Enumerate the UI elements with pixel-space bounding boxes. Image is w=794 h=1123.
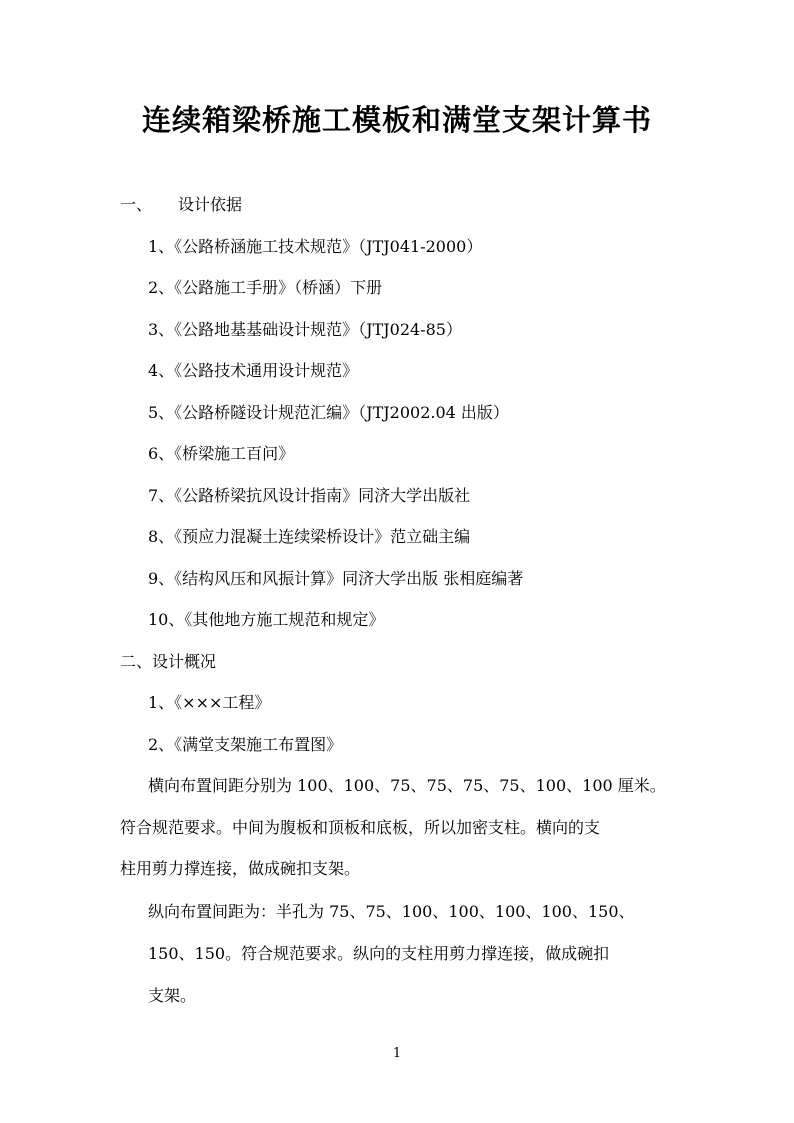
reference-item-9: 9、《结构风压和风振计算》同济大学出版 张相庭编著 [148, 569, 524, 588]
page-number: 1 [392, 1046, 402, 1061]
reference-item-7: 7、《公路桥梁抗风设计指南》同济大学出版社 [148, 486, 471, 505]
section-title: 设计依据 [178, 195, 243, 214]
reference-item-3: 3、《公路地基基础设计规范》（JTJ024-85） [148, 320, 462, 339]
paragraph-line: 符合规范要求。中间为腹板和顶板和底板，所以加密支柱。横向的支 [120, 818, 601, 837]
reference-item-2: 2、《公路施工手册》（桥涵）下册 [148, 278, 383, 297]
overview-item-1: 1、《×××工程》 [148, 693, 271, 712]
paragraph-line: 150、150。符合规范要求。纵向的支柱用剪力撑连接，做成碗扣 [148, 944, 610, 963]
overview-item-2: 2、《满堂支架施工布置图》 [148, 735, 343, 754]
reference-item-8: 8、《预应力混凝土连续梁桥设计》范立础主编 [148, 527, 471, 546]
reference-item-10: 10、《其他地方施工规范和规定》 [148, 610, 385, 629]
reference-item-5: 5、《公路桥隧设计规范汇编》（JTJ2002.04 出版） [148, 403, 509, 422]
reference-item-4: 4、《公路技术通用设计规范》 [148, 361, 359, 380]
paragraph-line: 柱用剪力撑连接，做成碗扣支架。 [120, 859, 361, 878]
section-number: 一、 [120, 195, 153, 214]
paragraph-line: 横向布置间距分别为 100、100、75、75、75、75、100、100 厘米。 [148, 776, 666, 795]
reference-item-6: 6、《桥梁施工百问》 [148, 444, 295, 463]
document-title: 连续箱梁桥施工模板和满堂支架计算书 [141, 103, 652, 137]
paragraph-line: 支架。 [148, 986, 197, 1005]
reference-item-1: 1、《公路桥涵施工技术规范》（JTJ041-2000） [148, 237, 483, 256]
paragraph-line: 纵向布置间距为：半孔为 75、75、100、100、100、100、150、 [148, 902, 635, 921]
section-heading-design-basis [120, 192, 242, 215]
section-heading-design-overview: 二、设计概况 [120, 652, 217, 671]
